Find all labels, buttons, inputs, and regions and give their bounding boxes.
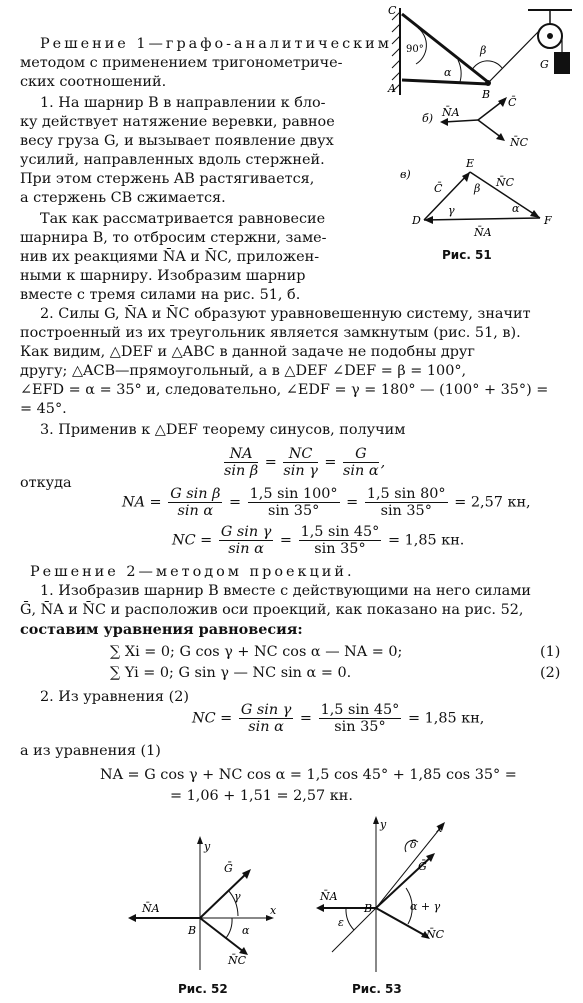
label-v: в) [400,168,411,181]
text-line: шарнира B, то отбросим стержни, заме- [20,230,327,246]
label-NA-52: N̄A [142,902,160,915]
text-line: нив их реакциями N̄A и N̄C, приложен- [20,249,320,265]
label-alpha-v: α [512,202,520,215]
text-line: усилий, направленных вдоль стержней. [20,152,325,168]
label-eps-53: ε [338,916,344,929]
label-C-b: C̄ [508,96,517,109]
text-line: 2. Силы G, N̄A и N̄C образуют уравновешенную систему, значит [40,306,531,322]
text-line: построенный из их треугольник является замкнутым (рис. 51, в). [20,325,521,341]
label-NA-v: N̄A [474,226,492,239]
label-G-52: Ḡ [224,862,233,875]
label-90: 90° [406,44,424,55]
equation-na2-line2: = 1,06 + 1,51 = 2,57 кн. [170,788,353,804]
solution2-heading: Решение 2—методом проекций. [30,564,355,580]
text-line: 3. Применив к △DEF теорему синусов, получим [40,422,406,438]
label-NC-b: N̄C [510,136,529,149]
label-x-53: x [436,822,443,835]
text-line: а из уравнения (1) [20,743,161,759]
text-line: а стержень CB сжимается. [20,190,226,206]
equation-number-1: (1) [540,644,561,660]
label-F: F [544,214,552,227]
text-line: методом с применением тригонометриче- [20,55,343,71]
equation-nc: NC = $\frac{\text{G sin γ}}{\text{sin α}}$ = $\frac{1,5 \sin 45^\circ}{\sin 35^\circ}$ = 1,85 кн. [172,524,465,557]
text-line: 1. Изобразив шарнир B вместе с действующими на него силами [40,583,531,599]
label-x-52: x [270,904,277,917]
caption-fig52: Рис. 52 [178,982,228,996]
label-y-53: y [380,818,387,831]
label-NC-v: N̄C [496,176,515,189]
equation-na: NA = $\frac{\text{G sin β}}{\text{sin α}}$ = $\frac{1,5 \sin 100^\circ}{\sin 35^\circ}$ = $\frac{1,5 \sin 80^\circ}{\sin 35^\circ}$ = 2,57 кн, [122,486,531,519]
text-line: ными к шарниру. Изобразим шарнир [20,268,306,284]
label-gamma: γ [448,204,455,217]
label-NA-53: N̄A [320,890,338,903]
equation-sum-y: ∑ Yi = 0; G sin γ — NC sin α = 0. [110,665,352,681]
label-D: D [412,214,421,227]
label-C-v: C̄ [434,182,443,195]
label-B-52: B [188,924,197,937]
label-ag-53: α + γ [410,900,441,913]
equation-nc2: NC = $\frac{\text{G sin γ}}{\text{sin α}}$ = $\frac{1,5 \sin 45^\circ}{\sin 35^\circ}$ = 1,85 кн, [192,702,485,735]
text-line: Как видим, △DEF и △ABC в данной задаче не подобны друг [20,344,475,360]
label-G: G [540,58,549,71]
text-line: откуда [20,475,72,491]
label-NC-52: N̄C [228,954,247,967]
label-alpha-52: α [242,924,250,937]
text-line: 1. На шарнир B в направлении к бло- [40,95,326,111]
equation-number-2: (2) [540,665,561,681]
text-line: = 45°. [20,401,67,417]
label-beta-v: β [474,182,481,195]
text-line: другу; △ACB—прямоугольный, а в △DEF ∠DEF = β = 100°, [20,363,467,379]
figure-51 [378,0,578,265]
figure-52 [120,830,290,980]
text-line: Ḡ, N̄A и N̄C и расположив оси проекций, как показано на рис. 52, [20,602,524,618]
caption-fig51: Рис. 51 [442,248,492,262]
text-line: ∠EFD = α = 35° и, следовательно, ∠EDF = γ = 180° — (100° + 35°) = [20,382,549,398]
text-line: составим уравнения равновесия: [20,621,303,638]
label-delta-53: δ [410,838,417,851]
label-gamma-52: γ [234,890,241,903]
label-alpha: α [444,66,452,79]
equation-na2-line1: NA = G cos γ + NC cos α = 1,5 cos 45° + 1,85 cos 35° = [100,767,517,783]
label-A: A [388,82,396,95]
text-line: весу груза G, и вызывает появление двух [20,133,334,149]
label-NA-b: N̄A [442,106,460,119]
label-B: B [482,88,491,101]
label-b: б) [422,112,434,125]
label-B-53: B [364,902,373,915]
label-C: C [388,4,397,17]
text-line: ку действует натяжение веревки, равное [20,114,335,130]
text-line: Так как рассматривается равновесие [40,211,326,227]
text-line: 2. Из уравнения (2) [40,689,189,705]
label-y-52: y [204,840,211,853]
label-beta: β [480,44,487,57]
caption-fig53: Рис. 53 [352,982,402,996]
solution1-heading: Решение 1—графо-аналитическим [40,36,392,52]
text-line: ских соотношений. [20,74,167,90]
label-G-53: Ḡ [418,860,427,873]
text-line: При этом стержень AB растягивается, [20,171,315,187]
label-NC-53: N̄C [426,928,445,941]
equation-sines: $\frac{NA}{\text{sin β}}$ = $\frac{NC}{\text{sin γ}}$ = $\frac{G}{\text{sin α}}$ , [224,446,386,479]
equation-sum-x: ∑ Xi = 0; G cos γ + NC cos α — NA = 0; [110,644,403,660]
label-E: E [466,157,475,170]
figure-53 [310,812,470,980]
text-line: вместе с тремя силами на рис. 51, б. [20,287,301,303]
